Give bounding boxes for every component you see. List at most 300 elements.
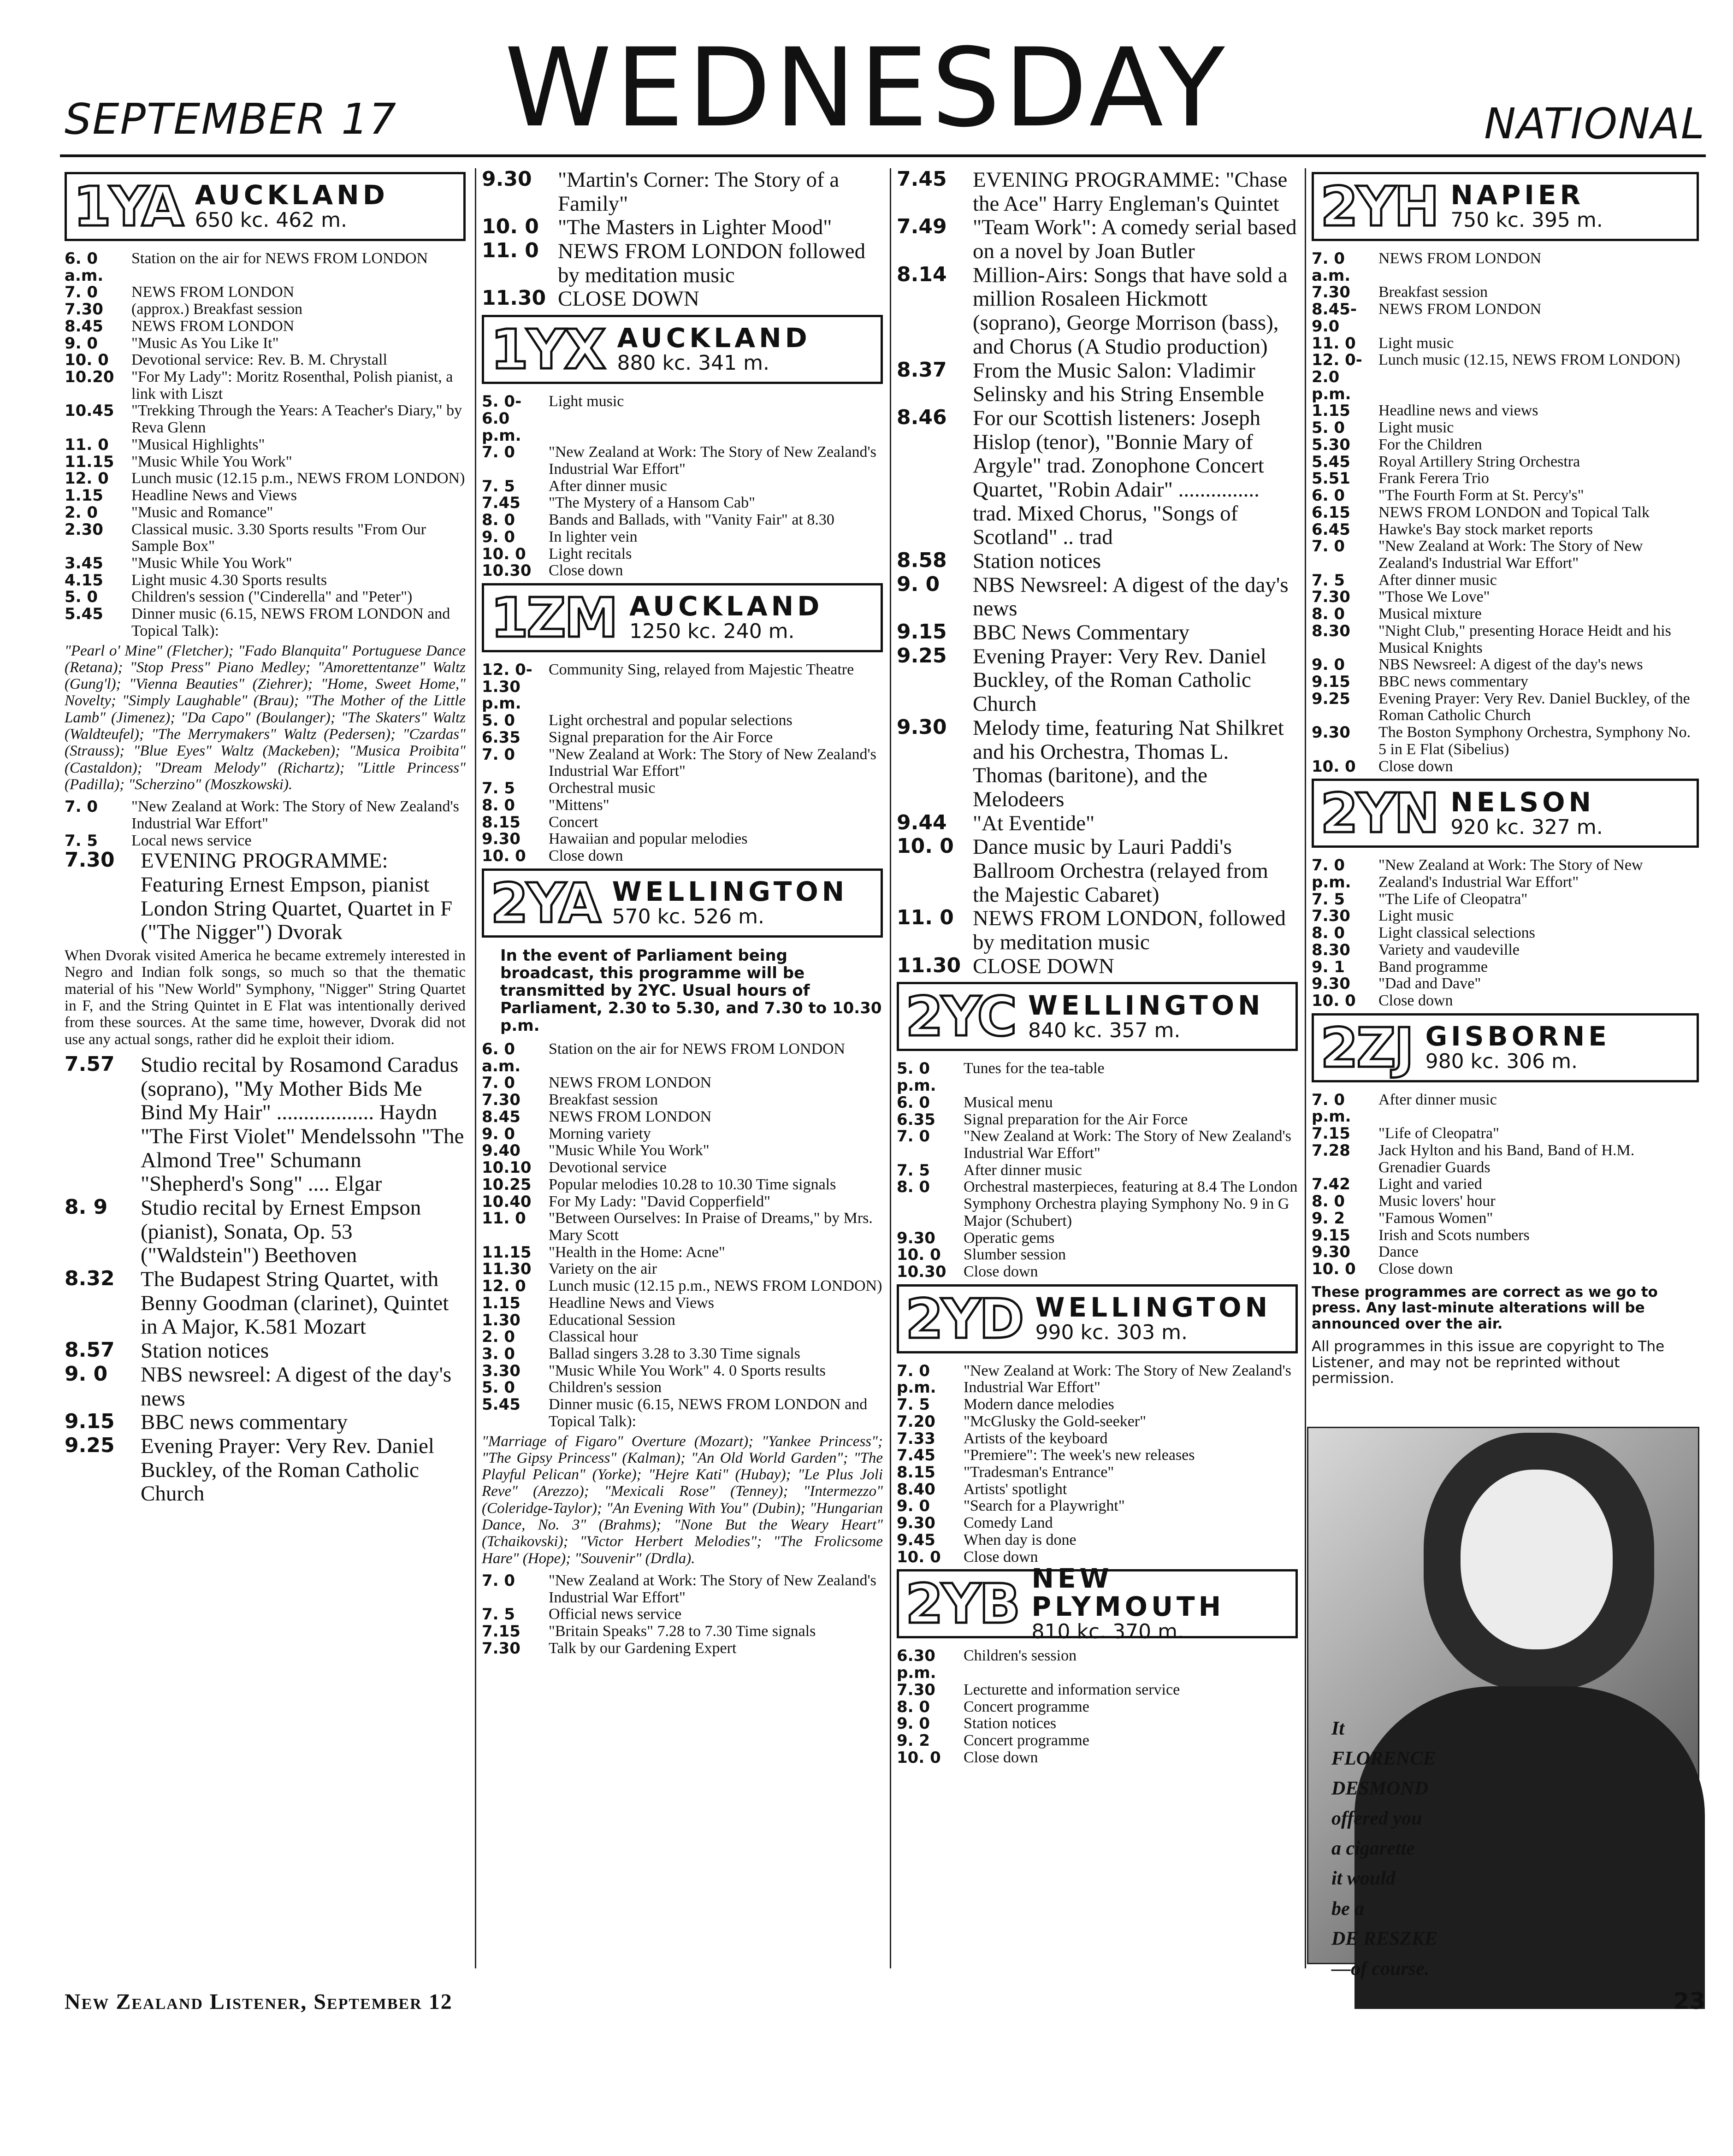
programme-entry (65, 1411, 466, 1435)
programme-entry (482, 729, 883, 746)
programme-entry (65, 335, 466, 352)
programme-title: "Music and Romance" (131, 503, 273, 521)
programme-entry (897, 1715, 1298, 1732)
programme-entry (1312, 284, 1699, 301)
programme-time: 9. 0 (897, 1497, 930, 1516)
programme-title: NEWS FROM LONDON and Topical Talk (1378, 503, 1650, 521)
programme-title: Dance (1378, 1243, 1419, 1261)
programme-time: 6. 0 (897, 1093, 930, 1112)
dinner-music-list: "Pearl o' Mine" (Fletcher); "Fado Blanquita" Portuguese Dance (Retana); "Stop Press" Piano Medley; "Amorettentanze" Waltz (Gung'l); "Vienna Beauties" (Ziehrer); "Home, Sweet Home," Novelty; "Simply Laughable" (Brau); "The Mother of the Little Lamb" (Jimenez); "Da Capo" (Boulanger); "The Skaters" Waltz (Waldteufel); "The Merrymakers" Waltz (Pedersen); "Czardas" (Strauss); "Blue Eyes" Waltz (Mackeben); "Musica Proibita" (Castaldon); "Dream Melody" (Richartz); "Little Princess" (Padilla); "Scherzino" (Moszkowski). (65, 642, 466, 793)
programme-entry (897, 1447, 1298, 1464)
programme-time: 7. 0 (897, 1127, 930, 1146)
programme-time: 7. 5 (1312, 890, 1345, 909)
programme-list (482, 1041, 883, 1430)
programme-title: Children's session (549, 1379, 662, 1396)
programme-title: "At Eventide" (973, 811, 1095, 835)
programme-entry (1312, 975, 1699, 992)
ad-line: It (1331, 1718, 1345, 1739)
programme-title: Irish and Scots numbers (1378, 1226, 1530, 1244)
programme-entry (482, 1041, 883, 1075)
programme-time: 7.20 (897, 1412, 935, 1431)
programme-time: 9. 0 (1312, 656, 1345, 674)
programme-title: Orchestral masterpieces, featuring at 8.4 The London Symphony Orchestra playing Symphony No. 9 in G Major (Schubert) (964, 1178, 1298, 1229)
programme-title: NEWS FROM LONDON (549, 1074, 712, 1092)
programme-time: 5.51 (1312, 469, 1350, 488)
programme-time: 6. 0 (1312, 486, 1345, 505)
programme-time: 5.45 (482, 1395, 520, 1414)
programme-entry (897, 907, 1298, 954)
programme-title: Variety and vaudeville (1378, 941, 1520, 958)
programme-list (1312, 857, 1699, 1009)
programme-entry (1312, 1261, 1699, 1278)
programme-time: 9.25 (897, 644, 947, 667)
programme-time: 11. 0 (1312, 334, 1356, 353)
programme-entry (65, 521, 466, 555)
programme-title: The Boston Symphony Orchestra, Symphony No. 5 in E Flat (Sibelius) (1378, 724, 1691, 758)
programme-time: 7. 5 (1312, 571, 1345, 590)
programme-entry (65, 402, 466, 436)
programme-time: 8. 0 (897, 1697, 930, 1716)
programme-title: Station notices (141, 1339, 269, 1363)
programme-entry (897, 1060, 1298, 1094)
programme-list (897, 1060, 1298, 1280)
programme-time: 9.30 (897, 1229, 935, 1247)
programme-time: 9.15 (1312, 1226, 1350, 1245)
programme-title: BBC News Commentary (973, 620, 1189, 645)
station-city: AUCKLAND (195, 179, 389, 211)
page-number: 23 (1673, 1988, 1705, 2014)
programme-list (897, 1648, 1298, 1766)
programme-entry (1312, 1092, 1699, 1125)
programme-entry (1312, 857, 1699, 891)
programme-time: 1.15 (65, 486, 103, 505)
programme-entry (897, 1430, 1298, 1447)
programme-time: 9.15 (1312, 672, 1350, 691)
station-city: AUCKLAND (617, 322, 811, 354)
programme-time: 7. 0 p.m. (1312, 1090, 1351, 1126)
programme-entry (482, 168, 883, 216)
programme-entry (65, 1053, 466, 1196)
programme-title: After dinner music (964, 1161, 1082, 1179)
programme-title: EVENING PROGRAMME: Featuring Ernest Empson, pianist London String Quartet, Quartet in F ("The Nigger") Dvorak (141, 849, 453, 945)
programme-title: Light orchestral and popular selections (549, 712, 793, 729)
programme-entry (1312, 454, 1699, 471)
station-call-sign: 2ZJ (1320, 1016, 1413, 1080)
programme-entry (482, 1092, 883, 1109)
programme-entry (482, 393, 883, 444)
programme-title: Signal preparation for the Air Force (964, 1110, 1188, 1128)
station-city: NEW PLYMOUTH (1031, 1563, 1225, 1623)
programme-time: 10.25 (482, 1175, 532, 1194)
programme-title: For the Children (1378, 436, 1482, 453)
programme-entry (482, 1210, 883, 1244)
programme-time: 3. 0 (482, 1344, 515, 1363)
programme-list (65, 798, 466, 849)
programme-entry (482, 444, 883, 478)
programme-list (897, 168, 1298, 978)
programme-time: 10.40 (482, 1192, 532, 1211)
programme-title: Devotional service (549, 1159, 667, 1176)
programme-title: CLOSE DOWN (558, 287, 699, 311)
programme-entry (482, 216, 883, 240)
programme-title: "Trekking Through the Years: A Teacher's Diary," by Reva Glenn (131, 402, 462, 437)
programme-title: "Search for a Playwright" (964, 1497, 1125, 1515)
programme-title: NEWS FROM LONDON (131, 284, 295, 301)
programme-entry (482, 1176, 883, 1193)
dinner-music-list: "Marriage of Figaro" Overture (Mozart); "Yankee Princess"; "The Gipsy Princess" (Kalman); "An Old World Garden"; "The Playful Pelican" (Yorke); "Hejre Kati" (Hubay); "Le Plus Joli Reve" (Arezzo); "Mexicali Rose" (Tenney); "Intermezzo" (Coleridge-Taylor); "An Evening With You" (Dubin); "Hungarian Dance, No. 3" (Brahms); "None But the Weary Heart" (Tchaikovski); "Victor Herbert Melodies"; "The Frolicsome Hare" (Hope); "Souvenir" (Drdla). (482, 1433, 883, 1567)
programme-time: 7.49 (897, 215, 947, 239)
programme-entry (482, 529, 883, 546)
programme-time: 9.30 (897, 1514, 935, 1533)
programme-entry (897, 1648, 1298, 1681)
programme-entry (897, 1094, 1298, 1111)
programme-title: "New Zealand at Work: The Story of New Zealand's Industrial War Effort" (1378, 538, 1643, 572)
programme-title: Orchestral music (549, 780, 656, 797)
programme-title: Light music (1378, 907, 1454, 925)
programme-time: 9. 0 (482, 527, 515, 546)
programme-time: 8.45 (482, 1107, 520, 1126)
programme-title: Classical music. 3.30 Sports results "From Our Sample Box" (131, 520, 426, 555)
programme-title: Educational Session (549, 1311, 675, 1329)
programme-entry (482, 562, 883, 579)
programme-entry (1312, 673, 1699, 691)
column-divider (475, 168, 476, 1968)
programme-entry (1312, 402, 1699, 419)
station-frequency: 570 kc. 526 m. (612, 904, 765, 928)
programme-time: 1.30 (482, 1311, 520, 1329)
programme-entry (482, 1329, 883, 1346)
station-city: GISBORNE (1425, 1021, 1610, 1052)
programme-entry (897, 1264, 1298, 1281)
programme-title: NBS Newsreel: A digest of the day's news (1378, 656, 1643, 673)
programme-title: For My Lady: "David Copperfield" (549, 1193, 771, 1210)
programme-time: 10. 0 (65, 351, 109, 370)
programme-entry (482, 780, 883, 797)
programme-entry (897, 835, 1298, 907)
station-header-2yd (897, 1284, 1298, 1353)
station-frequency: 990 kc. 303 m. (1035, 1320, 1188, 1344)
programme-time: 6.15 (1312, 503, 1350, 522)
programme-entry (1312, 942, 1699, 959)
programme-entry (482, 1159, 883, 1176)
programme-time: 9. 0 (65, 334, 98, 353)
station-frequency: 1250 kc. 240 m. (629, 620, 795, 644)
programme-time: 7. 0 p.m. (1312, 856, 1351, 892)
programme-title: Headline News and Views (131, 487, 297, 504)
programme-title: Light and varied (1378, 1175, 1482, 1193)
programme-entry (482, 1109, 883, 1126)
programme-title: Close down (549, 847, 623, 864)
station-city: WELLINGTON (1035, 1292, 1272, 1323)
programme-entry (65, 250, 466, 284)
programme-time: 7.30 (1312, 283, 1350, 302)
programme-entry (65, 572, 466, 589)
station-call-sign: 2YN (1320, 781, 1438, 845)
programme-entry (65, 555, 466, 572)
programme-title: "McGlusky the Gold-seeker" (964, 1412, 1146, 1430)
programme-entry (65, 284, 466, 301)
ad-line: FLORENCE (1331, 1748, 1436, 1770)
programme-title: Station on the air for NEWS FROM LONDON (131, 250, 428, 267)
programme-entry (1312, 758, 1699, 775)
programme-title: "For My Lady": Moritz Rosenthal, Polish pianist, a link with Liszt (131, 368, 453, 402)
programme-time: 8.46 (897, 405, 947, 429)
programme-time: 1.15 (1312, 402, 1350, 420)
programme-entry (482, 1346, 883, 1363)
programme-entry (65, 437, 466, 454)
programme-time: 9. 2 (1312, 1209, 1345, 1228)
programme-entry (482, 1606, 883, 1623)
programme-entry (897, 1363, 1298, 1396)
programme-time: 7. 5 (65, 831, 98, 850)
programme-title: "Famous Women" (1378, 1209, 1493, 1227)
programme-title: Studio recital by Ernest Empson (pianist), Sonata, Op. 53 ("Waldstein") Beethoven (141, 1196, 421, 1268)
programme-title: Close down (964, 1748, 1038, 1766)
programme-entry (65, 833, 466, 850)
ad-line: it would (1331, 1868, 1396, 1890)
programme-time: 8.58 (897, 549, 947, 572)
programme-title: Ballad singers 3.28 to 3.30 Time signals (549, 1345, 800, 1362)
programme-entry (1312, 470, 1699, 487)
programme-entry (65, 470, 466, 487)
programme-title: Headline news and views (1378, 402, 1538, 419)
programme-entry (1312, 1244, 1699, 1261)
programme-entry (1312, 1142, 1699, 1176)
programme-time: 11. 0 (482, 239, 539, 263)
programme-title: NEWS FROM LONDON, followed by meditation music (973, 906, 1286, 954)
programme-title: NBS Newsreel: A digest of the day's news (973, 573, 1289, 621)
programme-entry (897, 264, 1298, 359)
programme-entry (482, 287, 883, 311)
programme-time: 8. 0 (482, 796, 515, 815)
programme-title: Dinner music (6.15, NEWS FROM LONDON and Topical Talk): (131, 605, 450, 639)
programme-time: 9. 0 (65, 1362, 108, 1386)
programme-title: Concert programme (964, 1698, 1089, 1715)
programme-time: 8. 0 (1312, 924, 1345, 943)
programme-title: Talk by our Gardening Expert (549, 1639, 737, 1657)
programme-entry (897, 621, 1298, 645)
programme-entry (482, 814, 883, 831)
programme-time: 5.30 (1312, 435, 1350, 454)
programme-title: "New Zealand at Work: The Story of New Zealand's Industrial War Effort" (549, 443, 876, 478)
programme-time: 8. 0 (482, 511, 515, 530)
programme-time: 8.14 (897, 262, 947, 286)
programme-time: 7. 5 (897, 1161, 930, 1180)
programme-time: 11.30 (482, 286, 546, 310)
station-city: WELLINGTON (612, 876, 848, 908)
programme-time: 9.30 (897, 715, 947, 739)
programme-time: 11.15 (482, 1243, 532, 1262)
programme-time: 11.30 (482, 1260, 532, 1279)
programme-title: Local news service (131, 832, 252, 849)
programme-entry (482, 746, 883, 780)
programme-entry (897, 1128, 1298, 1162)
programme-time: 2.30 (65, 520, 103, 539)
programme-time: 8. 0 (1312, 605, 1345, 624)
programme-time: 5.45 (1312, 452, 1350, 471)
programme-entry (1312, 504, 1699, 521)
programme-entry (897, 1230, 1298, 1247)
programme-time: 10. 0 (482, 846, 526, 865)
programme-list (65, 250, 466, 640)
programme-time: 2. 0 (482, 1328, 515, 1347)
programme-time: 6.35 (482, 728, 520, 747)
programme-title: "Health in the Home: Acne" (549, 1243, 725, 1261)
programme-time: 7. 5 (482, 1605, 515, 1624)
station-frequency: 980 kc. 306 m. (1425, 1050, 1578, 1073)
programme-title: "The Masters in Lighter Mood" (558, 215, 832, 240)
programme-title: Signal preparation for the Air Force (549, 728, 773, 746)
programme-time: 7. 0 (482, 1571, 515, 1590)
programme-entry (482, 1572, 883, 1606)
programme-title: NEWS FROM LONDON (1378, 250, 1542, 267)
programme-time: 9.15 (897, 620, 947, 644)
programme-entry (482, 1126, 883, 1143)
station-call-sign: 1YA (73, 175, 182, 238)
programme-time: 5. 0 (65, 588, 98, 607)
programme-time: 9.30 (1312, 1243, 1350, 1262)
programme-time: 8.15 (482, 813, 520, 832)
programme-time: 5. 0 p.m. (897, 1059, 936, 1095)
programme-title: Evening Prayer: Very Rev. Daniel Buckley, of the Roman Catholic Church (973, 644, 1266, 716)
programme-time: 12. 0 (482, 1277, 526, 1296)
programme-title: Tunes for the tea-table (964, 1060, 1105, 1077)
station-call-sign: 1YX (491, 318, 604, 382)
programme-time: 10. 0 (482, 215, 539, 239)
programme-entry (897, 359, 1298, 407)
programme-title: (approx.) Breakfast session (131, 301, 303, 318)
programme-title: Modern dance melodies (964, 1396, 1114, 1413)
programme-title: Headline News and Views (549, 1294, 714, 1311)
programme-entry (65, 352, 466, 369)
programme-title: Jack Hylton and his Band, Band of H.M. Grenadier Guards (1378, 1141, 1635, 1176)
programme-time: 9.25 (65, 1433, 115, 1457)
header-rule (60, 154, 1706, 157)
station-header-2yh (1312, 172, 1699, 241)
programme-title: Popular melodies 10.28 to 10.30 Time signals (549, 1175, 836, 1193)
programme-time: 7.30 (1312, 588, 1350, 607)
station-frequency: 650 kc. 462 m. (195, 208, 348, 232)
programme-title: BBC news commentary (1378, 673, 1528, 690)
programme-title: Lunch music (12.15 p.m., NEWS FROM LONDON) (549, 1277, 882, 1295)
programme-entry (482, 478, 883, 495)
programme-entry (1312, 656, 1699, 673)
programme-time: 9.45 (897, 1530, 935, 1549)
programme-title: Devotional service: Rev. B. M. Chrystall (131, 351, 387, 369)
programme-title: Musical mixture (1378, 605, 1482, 623)
programme-title: Classical hour (549, 1328, 638, 1346)
programme-entry (482, 1075, 883, 1092)
programme-entry (482, 512, 883, 529)
programme-entry (1312, 419, 1699, 437)
programme-title: Dance music by Lauri Paddi's Ballroom Orchestra (relayed from the Majestic Cabaret) (973, 835, 1268, 907)
station-header-2yb (897, 1563, 1298, 1644)
programme-time: 4.15 (65, 571, 103, 590)
programme-entry (897, 1682, 1298, 1699)
programme-entry (65, 318, 466, 335)
programme-time: 9.30 (1312, 975, 1350, 993)
programme-title: Close down (1378, 757, 1453, 775)
programme-title: "The Mystery of a Hansom Cab" (549, 494, 755, 512)
programme-entry (897, 812, 1298, 836)
programme-time: 7. 5 (482, 477, 515, 496)
programme-entry (1312, 623, 1699, 656)
programme-list (482, 1572, 883, 1657)
programme-time: 7.30 (482, 1639, 520, 1658)
programme-entry (897, 407, 1298, 549)
programme-title: Close down (964, 1548, 1038, 1565)
programme-entry (482, 1295, 883, 1312)
programme-list (482, 393, 883, 579)
programme-title: Lunch music (12.15 p.m., NEWS FROM LONDON) (131, 470, 465, 487)
programme-entry (1312, 925, 1699, 942)
programme-time: 5. 0 (1312, 419, 1345, 437)
programme-title: Royal Artillery String Orchestra (1378, 453, 1580, 470)
programme-time: 7. 0 (1312, 537, 1345, 556)
programme-title: "New Zealand at Work: The Story of New Zealand's Industrial War Effort" (131, 798, 459, 832)
programme-time: 8.40 (897, 1480, 935, 1499)
programme-entry (897, 716, 1298, 812)
programme-entry (482, 1379, 883, 1396)
programme-entry (897, 573, 1298, 621)
programme-entry (65, 1268, 466, 1339)
ad-line: offered you (1331, 1808, 1422, 1830)
station-header-1ya (65, 172, 466, 241)
programme-list (482, 662, 883, 865)
programme-time: 8. 0 (1312, 1192, 1345, 1211)
programme-title: After dinner music (1378, 571, 1497, 589)
station-header-2yn (1312, 779, 1699, 848)
programme-title: Million-Airs: Songs that have sold a million Rosaleen Hickmott (soprano), George Morrison (bass), and Chorus (A Studio production) (973, 263, 1288, 359)
programme-title: "Mittens" (549, 796, 609, 814)
programme-title: Studio recital by Rosamond Caradus (soprano), "My Mother Bids Me Bind My Hair" .................. Haydn "The First Violet" Mendelssohn "The Almond Tree" Schumann "Shepherd's Song" .... Elgar (141, 1052, 464, 1196)
programme-list (897, 1363, 1298, 1566)
programme-title: "New Zealand at Work: The Story of New Zealand's Industrial War Effort" (964, 1362, 1291, 1396)
programme-entry (897, 1111, 1298, 1128)
programme-entry (897, 1162, 1298, 1179)
station-frequency: 810 kc. 370 m. (1031, 1620, 1184, 1644)
copyright-notice: All programmes in this issue are copyright to The Listener, and may not be reprinted without permission. (1312, 1338, 1665, 1387)
programme-title: "Dad and Dave" (1378, 975, 1481, 992)
programme-entry (1312, 908, 1699, 925)
programme-entry (1312, 724, 1699, 758)
programme-title: "Team Work": A comedy serial based on a novel by Joan Butler (973, 215, 1297, 264)
programme-title: "Between Ourselves: In Praise of Dreams," by Mrs. Mary Scott (549, 1210, 873, 1244)
programme-time: 9.30 (482, 830, 520, 849)
station-call-sign: 2YB (905, 1572, 1019, 1636)
station-frequency: 840 kc. 357 m. (1028, 1018, 1181, 1042)
programme-time: 6.45 (1312, 520, 1350, 539)
programme-title: "Premiere": The week's new releases (964, 1447, 1195, 1464)
programme-entry (1312, 521, 1699, 538)
programme-title: "New Zealand at Work: The Story of New Zealand's Industrial War Effort" (549, 1571, 876, 1606)
programme-title: "The Life of Cleopatra" (1378, 890, 1528, 908)
programme-entry (65, 369, 466, 402)
dvorak-note: When Dvorak visited America he became extremely interested in Negro and Indian folk songs, so much so that the thematic material of his "New World" Symphony, "Nigger" String Quartet in F, and the String Quintet in E Flat was intentionally derived from these sources. At the same time, however, Dvorak did not use any actual songs, rather did he exploit their idiom. (65, 947, 466, 1048)
programme-title: EVENING PROGRAMME: "Chase the Ace" Harry Engleman's Quintet (973, 168, 1288, 216)
programme-entry (897, 168, 1298, 216)
programme-title: "Night Club," presenting Horace Heidt and his Musical Knights (1378, 622, 1671, 656)
station-city: NELSON (1450, 786, 1595, 818)
programme-title: "Those We Love" (1378, 588, 1490, 606)
programme-entry (482, 848, 883, 865)
programme-entry (897, 1515, 1298, 1532)
programme-title: Breakfast session (549, 1091, 658, 1109)
programme-time: 8.57 (65, 1338, 115, 1362)
programme-time: 10. 0 (1312, 1259, 1356, 1278)
programme-title: "Music While You Work" (131, 453, 292, 470)
programme-entry (482, 831, 883, 848)
